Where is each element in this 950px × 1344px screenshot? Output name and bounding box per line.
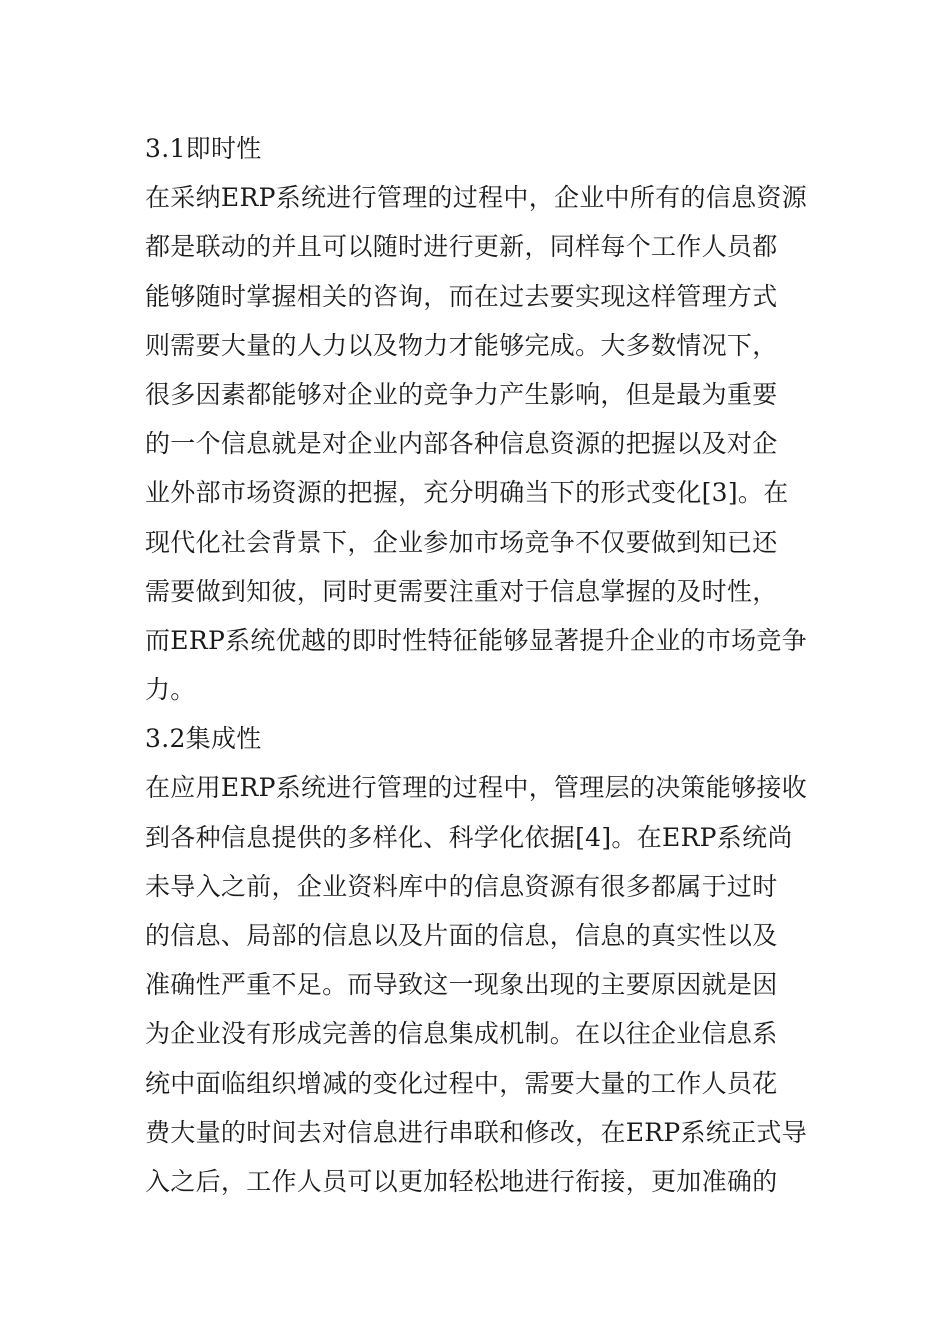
paragraph-line: 能够随时掌握相关的咨询，而在过去要实现这样管理方式	[145, 281, 778, 311]
paragraph-line: 准确性严重不足。而导致这一现象出现的主要原因就是因	[145, 970, 778, 1000]
paragraph-line: 现代化社会背景下，企业参加市场竞争不仅要做到知已还	[145, 527, 778, 557]
paragraph-line: 入之后，工作人员可以更加轻松地进行衔接，更加准确的	[145, 1166, 778, 1196]
paragraph-line: 在采纳ERP系统进行管理的过程中，企业中所有的信息资源	[145, 183, 807, 213]
paragraph-line: 力。	[145, 675, 196, 705]
paragraph-line: 未导入之前，企业资料库中的信息资源有很多都属于过时	[145, 871, 778, 901]
paragraph-line: 在应用ERP系统进行管理的过程中，管理层的决策能够接收	[145, 773, 807, 803]
paragraph-line: 而ERP系统优越的即时性特征能够显著提升企业的市场竞争	[145, 625, 807, 655]
paragraph-line: 则需要大量的人力以及物力才能够完成。大多数情况下，	[145, 330, 778, 360]
paragraph-line: 业外部市场资源的把握，充分明确当下的形式变化[3]。在	[145, 478, 789, 508]
paragraph-line: 的信息、局部的信息以及片面的信息，信息的真实性以及	[145, 921, 778, 950]
paragraph-line: 统中面临组织增减的变化过程中，需要大量的工作人员花	[145, 1068, 778, 1098]
paragraph-line: 为企业没有形成完善的信息集成机制。在以往企业信息系	[145, 1019, 778, 1049]
paragraph-line: 都是联动的并且可以随时进行更新，同样每个工作人员都	[145, 232, 778, 262]
paragraph-line: 需要做到知彼，同时更需要注重对于信息掌握的及时性，	[145, 576, 778, 606]
section-heading: 3.1即时性	[145, 134, 262, 163]
paragraph-line: 很多因素都能够对企业的竞争力产生影响，但是最为重要	[145, 379, 778, 409]
section-heading: 3.2集成性	[145, 724, 262, 754]
document-body	[145, 124, 815, 1206]
paragraph-line: 费大量的时间去对信息进行串联和修改，在ERP系统正式导	[145, 1117, 807, 1147]
paragraph-line: 的一个信息就是对企业内部各种信息资源的把握以及对企	[145, 429, 778, 459]
paragraph-line: 到各种信息提供的多样化、科学化依据[4]。在ERP系统尚	[145, 822, 793, 852]
